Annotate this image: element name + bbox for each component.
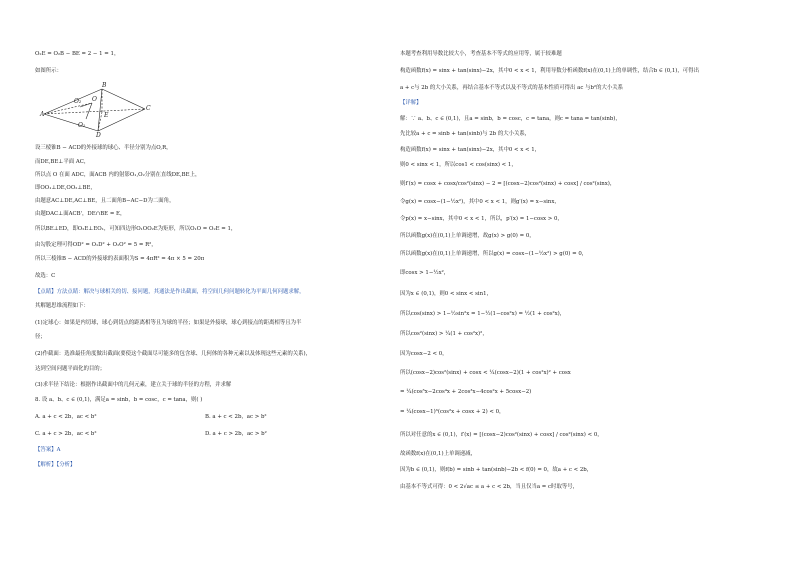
label-o2: O₂ (74, 98, 82, 105)
label-o1: O₁ (78, 122, 86, 129)
right-text-line: = ¼(cosx−1)³(cos²x + cosx + 2) < 0， (400, 409, 505, 415)
label-o: O (92, 96, 97, 103)
left-text-line: 【点睛】方法点睛：解决与球相关的切、接问题，其通法是作出截面，将空间几何问题转化为平面几何问题求解， (35, 289, 305, 295)
left-text-line: 所以点 O 在面 ADC，面ACB 内的射影O₁,O₂分别在直线DE,BE上， (35, 172, 201, 178)
right-text-line: = ¼(cos⁵x−2cos⁴x + 2cos³x−4cos²x + 5cosx−2) (400, 389, 532, 395)
left-text-line: 而DE,BE⊥平面 AC， (35, 159, 90, 165)
answer-label: 【答案】 (35, 447, 57, 453)
right-text-line: 构造函数f(x) = sinx + tan(sinx)−2x，其中0 < x < 1， (400, 147, 541, 153)
right-text-line: 因为cosx−2 < 0， (400, 351, 448, 357)
right-text-line: 解：∵ a、b、c ∈ (0,1)，且a = sinb，b = cosc，c = tana，则c = tana = tan(sinb)， (400, 116, 621, 122)
right-text-line: 所以cos(sinx) > 1−½sin²x = 1−½(1−cos²x) = ½(1 + cos²x)， (400, 311, 566, 317)
right-text-line: 所以函数g(x)在(0,1)上单调递增，所以g(x) = cosx−(1−½x²) > g(0) = 0， (400, 251, 588, 257)
left-text-line: 8. 设 a、b、c ∈ (0,1)，满足a = sinb，b = cosc，c = tana，则( ) (35, 397, 203, 403)
left-text-line: 故选：C (35, 273, 56, 279)
right-text-line: 由基本不等式可得：0 < 2√ac ≤ a + c < 2b，当且仅当a = c时取等号， (400, 484, 579, 490)
right-text-line: 所以cos²(sinx) > ¼(1 + cos²x)²， (400, 331, 488, 337)
right-text-line: 所以(cosx−2)cos²(sinx) + cosx < ¼(cosx−2)(1 + cos²x)² + cosx (400, 370, 571, 376)
left-text-line: 如图所示： (35, 68, 62, 74)
right-text-line: 则0 < sinx < 1，所以cos1 < cos(sinx) < 1， (400, 162, 517, 168)
right-text-line: a + c与 2b 的大小关系，再结合基本不等式以及不等式的基本性质可得出 ac 与b²的大小关系 (400, 85, 624, 91)
right-text-line: 令g(x) = cosx−(1−½x²)，其中0 < x < 1，则g′(x) = x−sinx， (400, 199, 560, 205)
left-text-line: O₂E = O₂B − BE = 2 − 1 = 1， (35, 51, 120, 57)
right-text-line: 所以函数g(x)在(0,1)上单调递增，故g(x) > g(0) = 0， (400, 233, 535, 239)
left-text-line: 由题DAC⊥面ACB'，DE∩BE = E， (35, 211, 126, 217)
choice-option: C. a + c > 2b，ac < b² (35, 431, 97, 437)
left-text-line: (1)定球心：如果是内切球，球心到切点的距离相等且为球的半径；如果是外接球，球心到接点的距离相等且为半 (35, 320, 302, 326)
label-e: E (104, 112, 109, 119)
answer-value: A (56, 447, 61, 453)
right-text-line: 构造函数f(x) = sinx + tan(sinx)−2x，其中0 < x < 1，利用导数分析函数f(x)在(0,1)上的单调性，结合b ∈ (0,1)，可得出 (400, 68, 699, 74)
left-text-line: 设三棱锥B − ACD的外接球的球心、半径分别为点O,R， (35, 145, 172, 151)
left-text-line: (2)作截面：选准最佳角度做出截面(要使这个截面尽可能多的包含球、几何体的各种元素以及体现这些元素的关系)， (35, 351, 311, 357)
left-text-line: 达到空间问题平面化的目的； (35, 366, 106, 372)
right-text-line: 先比较a + c = sinb + tan(sinb)与 2b 的大小关系， (400, 131, 531, 137)
right-text-line: 因为b ∈ (0,1)，则f(b) = sinb + tan(sinb)−2b < f(0) = 0，故a + c < 2b， (400, 467, 593, 473)
left-text-line: 所以BE⊥ED，即O₂E⊥EO₁，可知四边形O₁OO₂E为矩形，所以O₁O = O₂E = 1， (35, 226, 237, 232)
left-text-line: 即OO₁⊥DE,OO₂⊥BE， (35, 185, 96, 191)
label-b: B (102, 82, 107, 89)
right-text-line: 令p(x) = x−sinx，其中0 < x < 1，所以，p′(x) = 1−cosx > 0， (400, 216, 563, 222)
label-a: A (40, 111, 45, 118)
left-text-line: 由题意AC⊥DE,AC⊥BE，且二面角B−AC−D为二面角， (35, 198, 175, 204)
label-d: D (96, 132, 101, 139)
left-text-line: 径； (35, 334, 46, 340)
left-text-line: (3)求半径下结论：根据作出截面中的几何元素，建立关于球的半径的方程，并求解 (35, 382, 232, 388)
right-text-line: 本题考查利用导数比较大小，考查基本不等式的应用等，属于较难题 (400, 51, 562, 57)
right-text-line: 故函数f(x)在(0,1)上单调递减， (400, 451, 476, 457)
right-text-line: 【详解】 (400, 100, 422, 106)
label-c: C (146, 105, 151, 112)
left-text-line: 其解题思维流程如下： (35, 303, 89, 309)
left-text-line: 由勾股定理可得OD² = O₁D² + O₁O² = 5 = R²， (35, 242, 157, 248)
choice-option: B. a + c < 2b，ac > b² (205, 414, 267, 420)
answer-line (35, 447, 60, 454)
left-text-line: 所以三棱锥B − ACD的外接球的表面积为S = 4πR² = 4π × 5 = 20π (35, 256, 205, 262)
choice-option: A. a + c < 2b，ac < b² (35, 414, 97, 420)
analysis-label: 【解析】【分析】 (35, 462, 76, 468)
geometry-figure (40, 79, 150, 137)
right-text-line: 所以对任意的x ∈ (0,1)，f′(x) = [(cosx−2)cos²(sinx) + cosx] / cos²(sinx) < 0， (400, 432, 603, 438)
choice-option: D. a + c > 2b，ac > b² (205, 431, 267, 437)
right-text-line: 因为x ∈ (0,1)，则0 < sinx < sin1， (400, 291, 492, 297)
right-text-line: 即cosx > 1−½x²， (400, 270, 450, 276)
right-text-line: 则f′(x) = cosx + cosx/cos²(sinx) − 2 = [(cosx−2)cos²(sinx) + cosx] / cos²(sinx)， (400, 181, 616, 187)
